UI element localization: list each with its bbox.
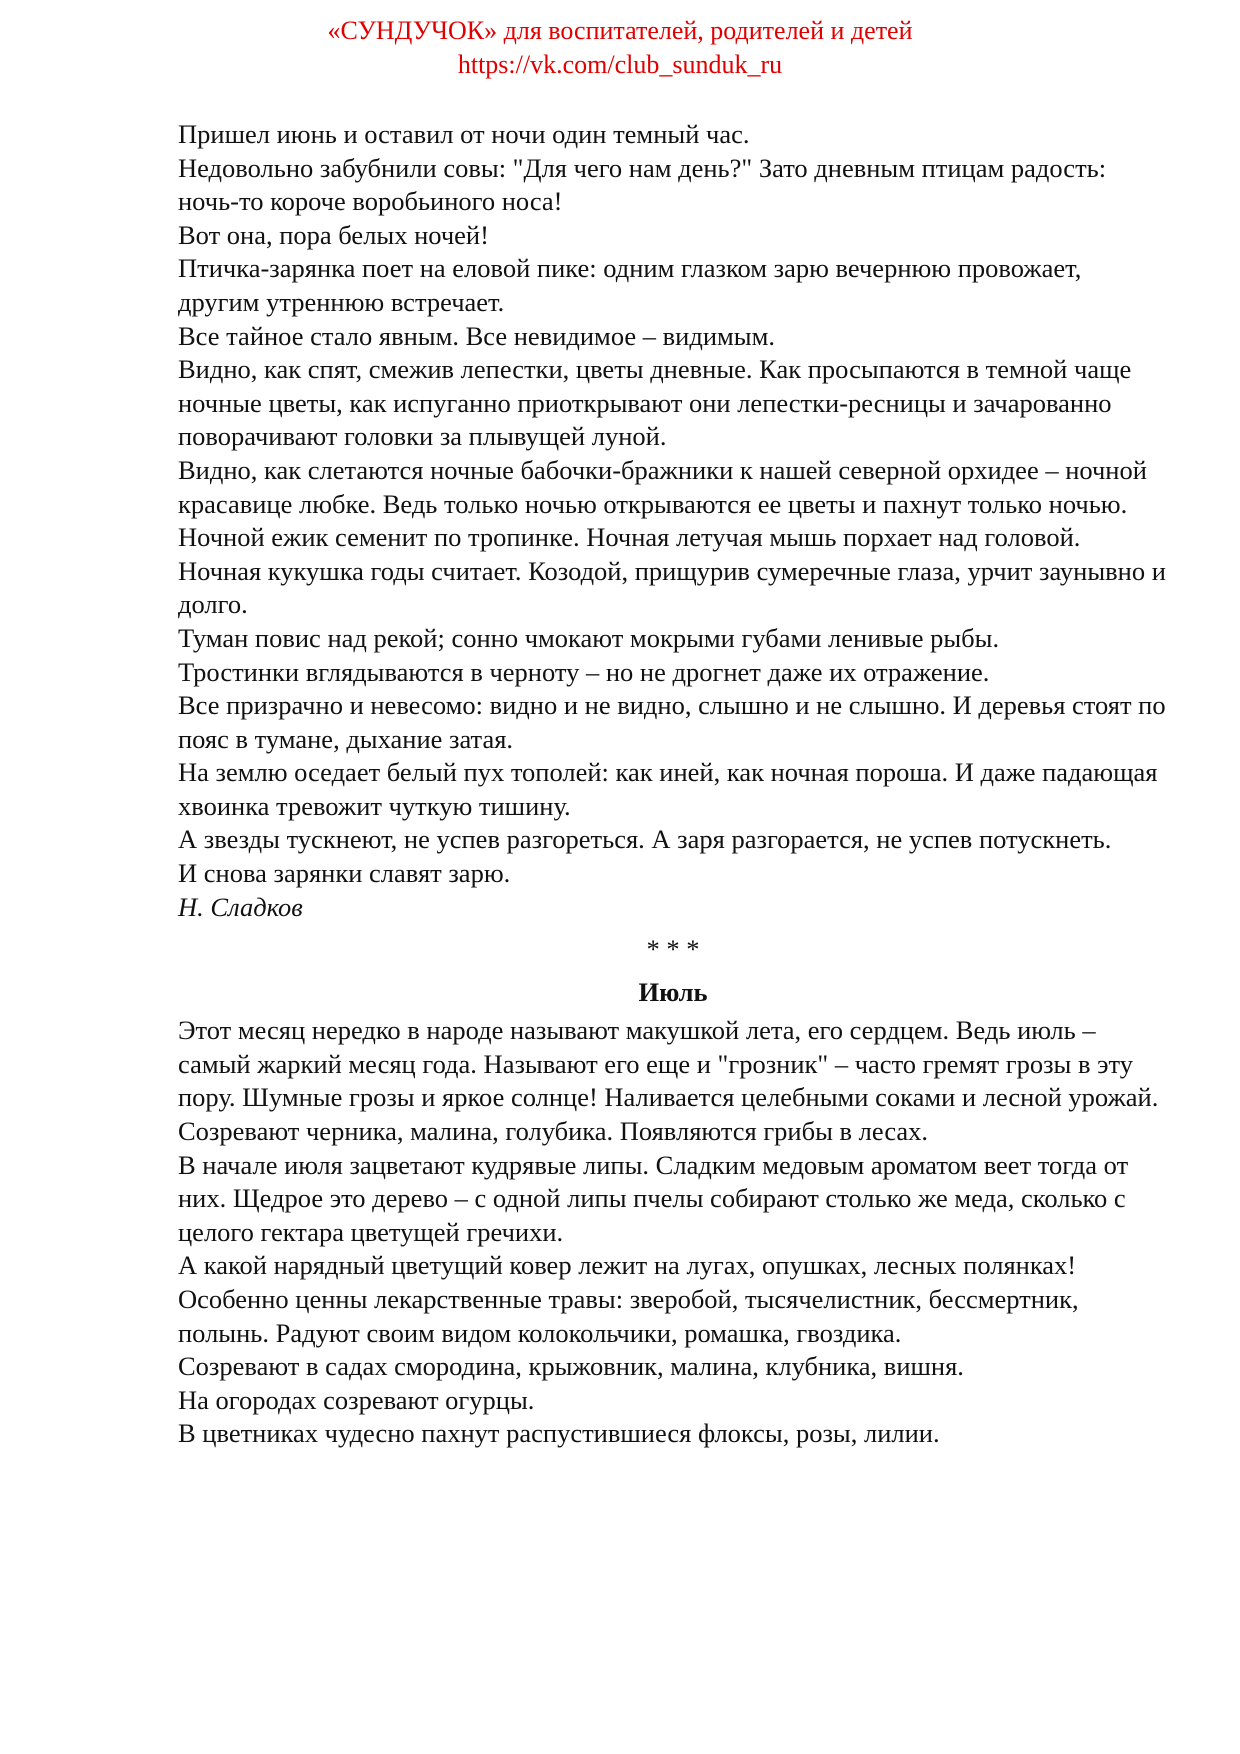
- paragraph: На землю оседает белый пух тополей: как иней, как ночная пороша. И даже падающая хвоинка тревожит чуткую тишину.: [178, 757, 1158, 821]
- author-signature: Н. Сладков: [178, 891, 303, 922]
- section-july: [178, 970, 1168, 1451]
- paragraph: И снова зарянки славят зарю.: [178, 858, 511, 889]
- header-link[interactable]: https://vk.com/club_sunduk_ru: [457, 50, 783, 79]
- paragraph: Туман повис над рекой; сонно чмокают мокрыми губами ленивые рыбы.: [178, 622, 1000, 653]
- document-body: [178, 118, 1168, 1451]
- paragraph: Видно, как слетаются ночные бабочки-бражники к нашей северной орхидее – ночной красавице любке. Ведь только ночью открываются ее цветы и пахнут только ночью.: [178, 454, 1147, 519]
- paragraph: В цветниках чудесно пахнут распустившиеся флоксы, розы, лилии.: [178, 1418, 940, 1449]
- paragraph: Ночная кукушка годы считает. Козодой, прищурив сумеречные глаза, урчит заунывно и долго.: [178, 555, 1166, 620]
- paragraph: Все тайное стало явным. Все невидимое – видимым.: [178, 320, 775, 351]
- paragraph: Недовольно забубнили совы: "Для чего нам день?" Зато дневным птицам радость: ночь-то короче воробьиного носа!: [178, 152, 1107, 217]
- paragraph: А звезды тускнеют, не успев разгореться. А заря разгорается, не успев потускнеть.: [178, 824, 1112, 855]
- header-title: «СУНДУЧОК» для воспитателей, родителей и детей: [327, 16, 913, 45]
- paragraph: Пришел июнь и оставил от ночи один темный час.: [178, 119, 750, 149]
- paragraph: Тростинки вглядываются в черноту – но не дрогнет даже их отражение.: [178, 656, 990, 687]
- paragraph: Созревают в садах смородина, крыжовник, малина, клубника, вишня.: [178, 1351, 964, 1382]
- section-heading: Июль: [638, 977, 708, 1008]
- section-june: [178, 118, 1168, 924]
- paragraph: Ночной ежик семенит по тропинке. Ночная летучая мышь порхает над головой.: [178, 522, 1081, 553]
- paragraph: А какой нарядный цветущий ковер лежит на лугах, опушках, лесных полянках! Особенно ценны лекарственные травы: зверобой, тысячелистник, бессмертник, полынь. Радуют своим видом колокольчики, ромашка, гвоздика.: [178, 1250, 1079, 1348]
- paragraph: Этот месяц нередко в народе называют макушкой лета, его сердцем. Ведь июль – самый жаркий месяц года. Называют его еще и "грозник" – часто гремят грозы в эту пору. Шумные грозы и яркое солнце! Наливается целебными соками и лесной урожай. Созревают черника, малина, голубика. Появляются грибы в лесах.: [178, 1015, 1159, 1147]
- paragraph: Птичка-зарянка поет на еловой пике: одним глазком зарю вечернюю провожает, другим утреннюю встречает.: [178, 253, 1082, 317]
- page-header: [0, 14, 1240, 82]
- paragraph: В начале июля зацветают кудрявые липы. Сладким медовым ароматом веет тогда от них. Щедрое это дерево – с одной липы пчелы собирают столько же меда, сколько с целого гектара цветущей гречихи.: [178, 1149, 1129, 1247]
- paragraph: Все призрачно и невесомо: видно и не видно, слышно и не слышно. И деревья стоят по пояс в тумане, дыхание затая.: [178, 690, 1166, 754]
- section-separator: * * *: [646, 934, 700, 965]
- paragraph: На огородах созревают огурцы.: [178, 1384, 535, 1415]
- paragraph: Вот она, пора белых ночей!: [178, 219, 489, 250]
- paragraph: Видно, как спят, смежив лепестки, цветы дневные. Как просыпаются в темной чаще ночные цветы, как испуганно приоткрывают они лепестки-ресницы и зачарованно поворачивают головки за плывущей луной.: [178, 354, 1132, 452]
